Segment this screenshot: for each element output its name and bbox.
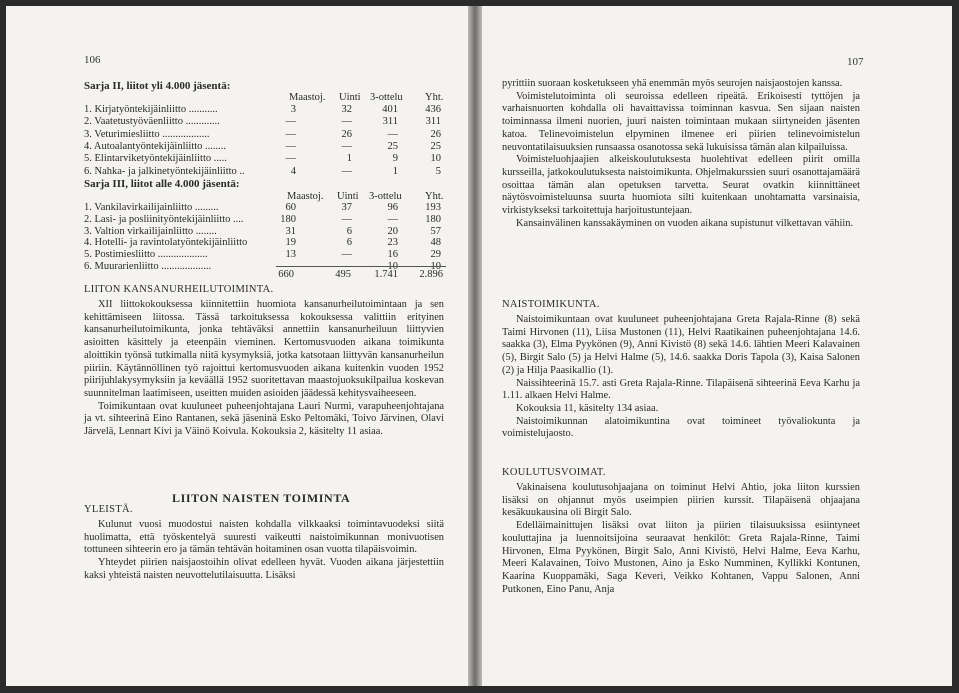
- table-row: [6, 104, 468, 117]
- table-cell: 5: [435, 165, 441, 177]
- paragraph: Vakinaisena koulutusohjaajana on toiminut Helvi Ahtio, joka liiton kurssien lisäksi on ohjannut myös useimpien piirien kurssit. Tilapäisenä ohjaajana kesäkuukausina oli Birgit Salo.: [502, 482, 860, 519]
- book-gutter: [468, 6, 482, 686]
- body-text: [84, 299, 444, 439]
- paragraph: Toimikuntaan ovat kuuluneet puheenjohtajana Lauri Nurmi, varapuheenjohtajana ja vt. sihteerinä Eino Rantanen, sekä jäseninä Esko Peltomäki, Toivo Järvinen, Olavi Järvelä, Lennart Kivi ja Väinö Koivula. Kokouksia 2, käsitelty 11 asiaa.: [84, 400, 444, 438]
- paragraph: Voimistelutoiminta oli seuroissa edelleen ripeätä. Erikoisesti tyttöjen ja varhaisnuorten kohdalla oli havaittavissa toiminnan kasvua. Sen sijaan naisten toiminnassa ilmeni nuorien, juuri naisten toimintaan mukaan siirtyneiden jäsenten katoa. Telinevoimistelun elpyminen ilmenee eri piirien telinevoimistelun neuvontatilaisuuksien runsaassa osanotossa sekä lukuisissa tämän alan kilpailuissa.: [502, 90, 860, 153]
- table-cell: 32: [341, 104, 352, 115]
- body-text: [502, 78, 860, 230]
- table-row: [6, 153, 468, 166]
- table-cell: 4: [290, 165, 296, 177]
- table-cell: 193: [425, 202, 441, 213]
- table-cell: 6: [346, 237, 352, 249]
- table-cell: 31: [285, 225, 296, 237]
- table-cell: 1: [346, 153, 352, 165]
- column-header: Uinti: [339, 92, 361, 103]
- table-cell: 48: [430, 237, 441, 249]
- table-cell: 19: [285, 237, 296, 249]
- table-cell: 57: [430, 225, 441, 237]
- table-cell: 10: [430, 153, 441, 165]
- totals-row: [6, 269, 468, 282]
- total-cell: 660: [278, 269, 294, 280]
- table-cell: —: [341, 213, 352, 225]
- column-header: 3-ottelu: [369, 191, 402, 202]
- table-cell: —: [341, 249, 352, 261]
- table-cell: —: [341, 140, 352, 152]
- section-heading: YLEISTÄ.: [84, 504, 133, 515]
- table-cell: —: [285, 140, 296, 152]
- table-cell: 96: [387, 202, 398, 213]
- row-label: 6. Nahka- ja jalkinetyöntekijäinliitto ..: [84, 165, 245, 177]
- table-cell: 16: [387, 249, 398, 261]
- table-cell: 25: [387, 140, 398, 152]
- paragraph: Kokouksia 11, käsitelty 134 asiaa.: [516, 402, 659, 414]
- row-label: 5. Elintarviketyöntekijäinliitto .....: [84, 153, 227, 165]
- table-cell: —: [341, 165, 352, 177]
- paragraph: Voimisteluohjaajien alkeiskoulutuksesta huolehtivat edelleen piirit omilla kursseilla, jatkokoulutuksesta naistoimikunta. Ohjelmakurssien suuri osanottajamäärä osoittaa tämän alan opetuksen tarvetta. Seurat ovatkin kiinnittäneet näytösvoimisteluunsa suurta huomiota silti kuitenkaan unohtamatta varsinaisia, virkistykseksi tarkoitettuja harjoitustuntejaan.: [502, 154, 860, 217]
- left-page: [6, 6, 469, 686]
- column-header: Yht.: [425, 191, 444, 202]
- column-header: Maastoj.: [289, 92, 326, 103]
- table-cell: 311: [425, 116, 441, 128]
- table-cell: —: [387, 213, 398, 225]
- table-cell: 37: [341, 202, 352, 213]
- table-cell: 26: [430, 128, 441, 140]
- right-page: [482, 6, 952, 686]
- table-cell: 29: [430, 249, 441, 261]
- row-label: 5. Postimiesliitto ...................: [84, 249, 208, 261]
- row-label: 3. Veturimiesliitto ..................: [84, 128, 210, 140]
- column-header: Maastoj.: [287, 191, 324, 202]
- paragraph: pyrittiin suoraan kosketukseen yhä enemmän myös seurojen naisjaostojen kanssa.: [502, 78, 843, 89]
- table-cell: 1: [392, 165, 398, 177]
- table-cell: —: [285, 128, 296, 140]
- row-label: 2. Lasi- ja posliinityöntekijäinliitto ....: [84, 213, 244, 225]
- column-header: Uinti: [337, 191, 359, 202]
- paragraph: Kansainvälinen kanssakäyminen on vuoden aikana supistunut vilkettavan vähiin.: [516, 217, 854, 229]
- table-row: [6, 166, 468, 179]
- total-rule: [276, 266, 446, 267]
- page-number: 107: [847, 56, 864, 68]
- row-label: 6. Muurarienliitto ...................: [84, 261, 212, 272]
- table-cell: 3: [290, 104, 296, 115]
- paragraph: Naissihteerinä 15.7. asti Greta Rajala-Rinne. Tilapäisenä sihteerinä Eeva Karhu ja 1.11. alkaen Helvi Halme.: [502, 377, 860, 402]
- paragraph: Yhteydet piirien naisjaostoihin olivat edelleen hyvät. Vuoden aikana järjestettiin kaksi yhteistä naisten neuvottelutilaisuutta. Lisäksi: [84, 557, 444, 581]
- body-text: [84, 519, 444, 583]
- row-label: 1. Kirjatyöntekijäinliitto ...........: [84, 104, 218, 115]
- paragraph: Naistoimikuntaan ovat kuuluneet puheenjohtajana Greta Rajala-Rinne (8) sekä Taimi Hirvonen (11), Liisa Mustonen (11), Helvi Raatikainen puheenjohtajana 14.6. saakka (3), Elma Pyykönen (9), Anni Kivistö (8) sekä 14.6. lähtien Meeri Kalavainen (5), Birgit Salo (5) ja Helvi Halme (5), 14.6. saakka Doris Tapola (3), Kaisa Salonen (2) ja Hilja Paasikallio (1).: [502, 314, 860, 376]
- table-cell: 180: [425, 213, 441, 225]
- table-cell: —: [285, 116, 296, 128]
- table-cell: 9: [392, 153, 398, 165]
- table-cell: 60: [285, 202, 296, 213]
- table-cell: 25: [430, 140, 441, 152]
- body-text: [502, 482, 860, 596]
- section-heading: KOULUTUSVOIMAT.: [502, 467, 606, 478]
- section-heading: LIITON KANSANURHEILUTOIMINTA.: [84, 284, 274, 295]
- column-header: Yht.: [425, 92, 444, 103]
- table-cell: 311: [382, 116, 398, 128]
- row-label: 1. Vankilavirkailijainliitto .........: [84, 202, 219, 213]
- section-heading: NAISTOIMIKUNTA.: [502, 299, 600, 310]
- total-cell: 495: [335, 269, 351, 280]
- table-cell: —: [341, 116, 352, 128]
- row-label: 2. Vaatetustyöväenliitto .............: [84, 116, 220, 128]
- total-cell: 1.741: [374, 269, 398, 280]
- table-row: [6, 129, 468, 142]
- table-cell: 23: [387, 237, 398, 249]
- column-header: 3-ottelu: [370, 92, 403, 103]
- paragraph: XII liittokokouksessa kiinnitettiin huomiota kansanurheilutoimintaan ja sen kehittämiseen liitossa. Tässä tarkoituksessa kokouksessa valittiin erityinen kansanurheilutoimikunta, jonka tehtäväksi annettiin kansanurheiluun liittyvien asioitten käsittely ja eteenpäin vieminen. Kertomusvuoden aikana toimikunta aloittikin työnsä tutkimalla niitä kysymyksiä, jotka katsotaan liittyvän kansanurheilun piiriin. Käytännöllinen työ rajoittui kertomusvuoden aikana kuitenkin vuoden 1952 piirijuhlakysymyksiin ja keväällä 1952 suoritettavan maastojuoksukilpailua koskevan suunnitelman laatimiseen, useitten muiden asioiden jäädessä kehitysvaiheeseen.: [84, 299, 444, 399]
- table-heading: Sarja II, liitot yli 4.000 jäsentä:: [84, 80, 231, 92]
- row-label: 3. Valtion virkailijainliitto ........: [84, 225, 217, 237]
- table-cell: —: [387, 128, 398, 140]
- table-cell: 6: [346, 225, 352, 237]
- paragraph: Kulunut vuosi muodostui naisten kohdalla vilkkaaksi toimintavuodeksi siitä huolimatta, että työskentelyä suuresti vaikeutti naistoimikunnan monivuotisen tottuneen sihteerin ero ja tämän tehtävän hoitaminen osan vuotta tilapäisvoimin.: [84, 519, 444, 556]
- body-text: [502, 314, 860, 441]
- table-cell: 26: [341, 128, 352, 140]
- paragraph: Naistoimikunnan alatoimikuntina ovat toimineet työvaliokunta ja voimistelujaosto.: [502, 415, 860, 440]
- table-cell: 20: [387, 225, 398, 237]
- page-number: 106: [84, 54, 101, 66]
- chapter-title: LIITON NAISTEN TOIMINTA: [172, 491, 351, 505]
- table-row: [6, 116, 468, 129]
- row-label: 4. Autoalantyöntekijäinliitto ........: [84, 140, 227, 152]
- total-cell: 2.896: [419, 269, 443, 280]
- table-cell: 436: [425, 104, 441, 115]
- table-heading: Sarja III, liitot alle 4.000 jäsentä:: [84, 178, 240, 190]
- table-cell: —: [285, 153, 296, 165]
- row-label: 4. Hotelli- ja ravintolatyöntekijäinliitto: [84, 237, 248, 249]
- table-cell: 13: [285, 249, 296, 261]
- table-row: [6, 141, 468, 154]
- table-cell: 180: [280, 213, 296, 225]
- paragraph: Edelläimainittujen lisäksi ovat liiton ja piirien tilaisuuksissa esiintyneet kouluttajina ja luennoitsijoina seuraavat henkilöt: Greta Rajala-Rinne, Taimi Hirvonen, Elma Pyykönen, Birgit Salo, Anni Kivistö, Helvi Halme, Eeva Karhu, Meeri Kalavainen, Toivo Mustonen, Aino ja Esko Numminen, Kyllikki Kontunen, Kaarina Kuoppamäki, Saga Keveri, Veikko Kohtanen, Vappu Salonen, Anni Putkonen, Eino Panu, Anja: [502, 520, 860, 595]
- table-cell: 401: [382, 104, 398, 115]
